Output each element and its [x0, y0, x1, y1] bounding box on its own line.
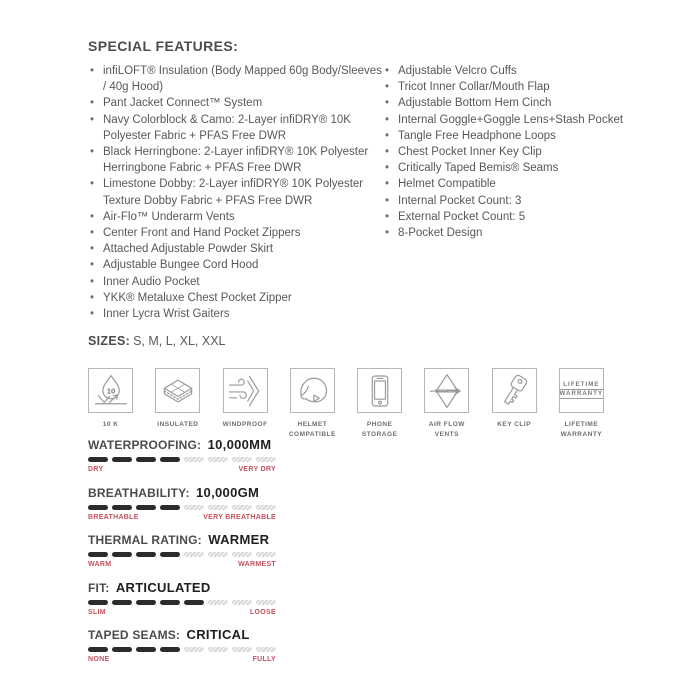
rating-segment [160, 600, 180, 605]
rating-bar [88, 552, 276, 557]
rating-min-label: BREATHABLE [88, 513, 139, 521]
rating-segment [112, 457, 132, 462]
feature-icon-cell-insulated [144, 368, 211, 440]
feature-item: • YKK® Metaluxe Chest Pocket Zipper [88, 290, 383, 306]
rating-fit [88, 581, 408, 616]
rating-max-label: VERY BREATHABLE [203, 513, 276, 521]
feature-item: • Black Herringbone: 2-Layer infiDRY® 10K Polyester Herringbone Fabric + PFAS Free DWR [88, 144, 383, 176]
feature-icon-cell-windproof [212, 368, 279, 440]
rating-segment [136, 552, 156, 557]
feature-item: • Chest Pocket Inner Key Clip [383, 144, 643, 160]
feature-icon-label: WINDPROOF [222, 421, 268, 428]
feature-item: • Internal Goggle+Goggle Lens+Stash Pocket [383, 112, 643, 128]
rating-title [88, 486, 408, 500]
rating-segment [256, 457, 276, 462]
rating-value: ARTICULATED [115, 579, 211, 595]
lifetime-warranty-icon [559, 368, 604, 413]
windproof-icon [223, 368, 268, 413]
rating-scale [88, 561, 276, 568]
feature-item: • Inner Audio Pocket [88, 274, 383, 290]
rating-segment [112, 600, 132, 605]
rating-waterproofing [88, 438, 408, 473]
rating-segment [208, 457, 228, 462]
rating-max-label: LOOSE [249, 608, 276, 616]
rating-min-label: DRY [88, 466, 104, 473]
rating-max-label: WARMEST [238, 561, 276, 568]
rating-segment [88, 505, 108, 510]
features-list-left [88, 63, 383, 322]
feature-icon-label: HELMET COMPATIBLE [288, 421, 336, 439]
rating-thermal [88, 533, 408, 568]
sizes-value: S, M, L, XL, XXL [133, 334, 226, 348]
feature-item: • Tricot Inner Collar/Mouth Flap [383, 79, 643, 95]
rating-bar [88, 647, 276, 652]
rating-segment [136, 647, 156, 652]
rating-segment [160, 505, 180, 510]
rating-bar [88, 505, 276, 510]
special-features-section [88, 38, 644, 322]
rating-segment [184, 600, 204, 605]
rating-title [88, 628, 408, 642]
waterproof-10k-icon [88, 368, 133, 413]
rating-bar [88, 600, 276, 605]
feature-item: • infiLOFT® Insulation (Body Mapped 60g Body/Sleeves / 40g Hood) [88, 63, 383, 95]
feature-item: • Adjustable Bottom Hem Cinch [383, 95, 643, 111]
special-features-heading: SPECIAL FEATURES: [88, 38, 239, 54]
feature-item: • Adjustable Bungee Cord Hood [88, 257, 383, 273]
feature-item: • Internal Pocket Count: 3 [383, 193, 643, 209]
feature-icon-cell-airflow [413, 368, 480, 440]
feature-icon-label: INSULATED [157, 421, 199, 428]
feature-icon-label: LIFETIME WARRANTY [560, 421, 603, 439]
rating-segment [232, 457, 252, 462]
rating-min-label: WARM [88, 561, 112, 568]
helmet-compatible-icon [290, 368, 335, 413]
rating-segment [88, 647, 108, 652]
feature-item: • Attached Adjustable Powder Skirt [88, 241, 383, 257]
rating-segment [232, 600, 252, 605]
feature-icon-cell-keyclip [481, 368, 548, 440]
rating-min-label: NONE [88, 656, 110, 663]
air-flow-vents-icon [424, 368, 469, 413]
rating-segment [232, 552, 252, 557]
rating-label: BREATHABILITY: [88, 485, 190, 500]
rating-segment [232, 505, 252, 510]
key-clip-icon [492, 368, 537, 413]
warranty-stamp-line: LIFETIME [560, 382, 603, 390]
drop-value-text: 10 [106, 385, 115, 395]
rating-scale [88, 656, 276, 663]
warranty-stamp-line: WARRANTY [559, 391, 604, 397]
rating-segment [208, 647, 228, 652]
sizes-label: SIZES: [88, 334, 131, 348]
feature-item: • 8-Pocket Design [383, 225, 643, 241]
rating-segment [184, 505, 204, 510]
rating-segment [136, 505, 156, 510]
rating-segment [184, 457, 204, 462]
rating-value: 10,000GM [196, 484, 260, 500]
rating-value: WARMER [208, 532, 270, 547]
feature-icon-cell-warranty [548, 368, 615, 440]
rating-segment [208, 552, 228, 557]
rating-scale [88, 514, 276, 521]
features-list-right [383, 63, 643, 322]
rating-segment [112, 552, 132, 557]
rating-taped-seams [88, 628, 408, 663]
feature-icon-label: 10 K [102, 421, 119, 428]
feature-item: • Limestone Dobby: 2-Layer infiDRY® 10K Polyester Texture Dobby Fabric + PFAS Free DWR [88, 176, 383, 208]
feature-icon-cell-helmet [279, 368, 346, 440]
rating-segment [88, 552, 108, 557]
feature-icon-row [77, 368, 615, 440]
rating-label: WATERPROOFING: [88, 438, 202, 452]
rating-segment [184, 552, 204, 557]
rating-segment [208, 600, 228, 605]
phone-storage-icon [357, 368, 402, 413]
rating-scale [88, 466, 276, 473]
rating-segment [208, 505, 228, 510]
rating-segment [112, 505, 132, 510]
rating-scale [88, 609, 276, 616]
rating-segment [184, 647, 204, 652]
rating-segment [256, 600, 276, 605]
rating-title [88, 581, 408, 595]
feature-item: • Center Front and Hand Pocket Zippers [88, 225, 383, 241]
feature-item: • Helmet Compatible [383, 176, 643, 192]
rating-segment [160, 647, 180, 652]
feature-item: • Air-Flo™ Underarm Vents [88, 209, 383, 225]
feature-item: • Tangle Free Headphone Loops [383, 128, 643, 144]
rating-bar [88, 457, 276, 462]
rating-label: TAPED SEAMS: [88, 628, 181, 642]
rating-segment [160, 457, 180, 462]
feature-icon-label: PHONE STORAGE [361, 421, 398, 439]
rating-max-label: FULLY [252, 656, 276, 663]
rating-segment [160, 552, 180, 557]
rating-segment [112, 647, 132, 652]
insulated-icon [155, 368, 200, 413]
feature-item: • Inner Lycra Wrist Gaiters [88, 306, 383, 322]
rating-min-label: SLIM [88, 608, 106, 616]
rating-segment [256, 505, 276, 510]
rating-value: 10,000MM [207, 437, 272, 452]
rating-title [88, 533, 408, 547]
rating-max-label: VERY DRY [238, 466, 276, 473]
feature-icon-label: AIR FLOW VENTS [428, 421, 465, 439]
feature-icon-label: KEY CLIP [497, 421, 532, 428]
feature-item: • Navy Colorblock & Camo: 2-Layer infiDRY® 10K Polyester Fabric + PFAS Free DWR [88, 112, 383, 144]
feature-item: • External Pocket Count: 5 [383, 209, 643, 225]
rating-value: CRITICAL [186, 627, 250, 642]
sizes-line [88, 334, 226, 348]
rating-segment [256, 552, 276, 557]
rating-segment [88, 600, 108, 605]
rating-segment [232, 647, 252, 652]
rating-breathability [88, 486, 408, 521]
feature-item: • Pant Jacket Connect™ System [88, 95, 383, 111]
rating-title [88, 438, 408, 452]
rating-label: THERMAL RATING: [88, 533, 202, 547]
rating-label: FIT: [88, 580, 110, 595]
feature-icon-cell-phone [346, 368, 413, 440]
rating-segment [88, 457, 108, 462]
rating-segment [136, 600, 156, 605]
feature-icon-cell-10k [77, 368, 144, 440]
rating-segment [136, 457, 156, 462]
feature-item: • Adjustable Velcro Cuffs [383, 63, 643, 79]
ratings-section [88, 438, 408, 676]
feature-item: • Critically Taped Bemis® Seams [383, 160, 643, 176]
rating-segment [256, 647, 276, 652]
